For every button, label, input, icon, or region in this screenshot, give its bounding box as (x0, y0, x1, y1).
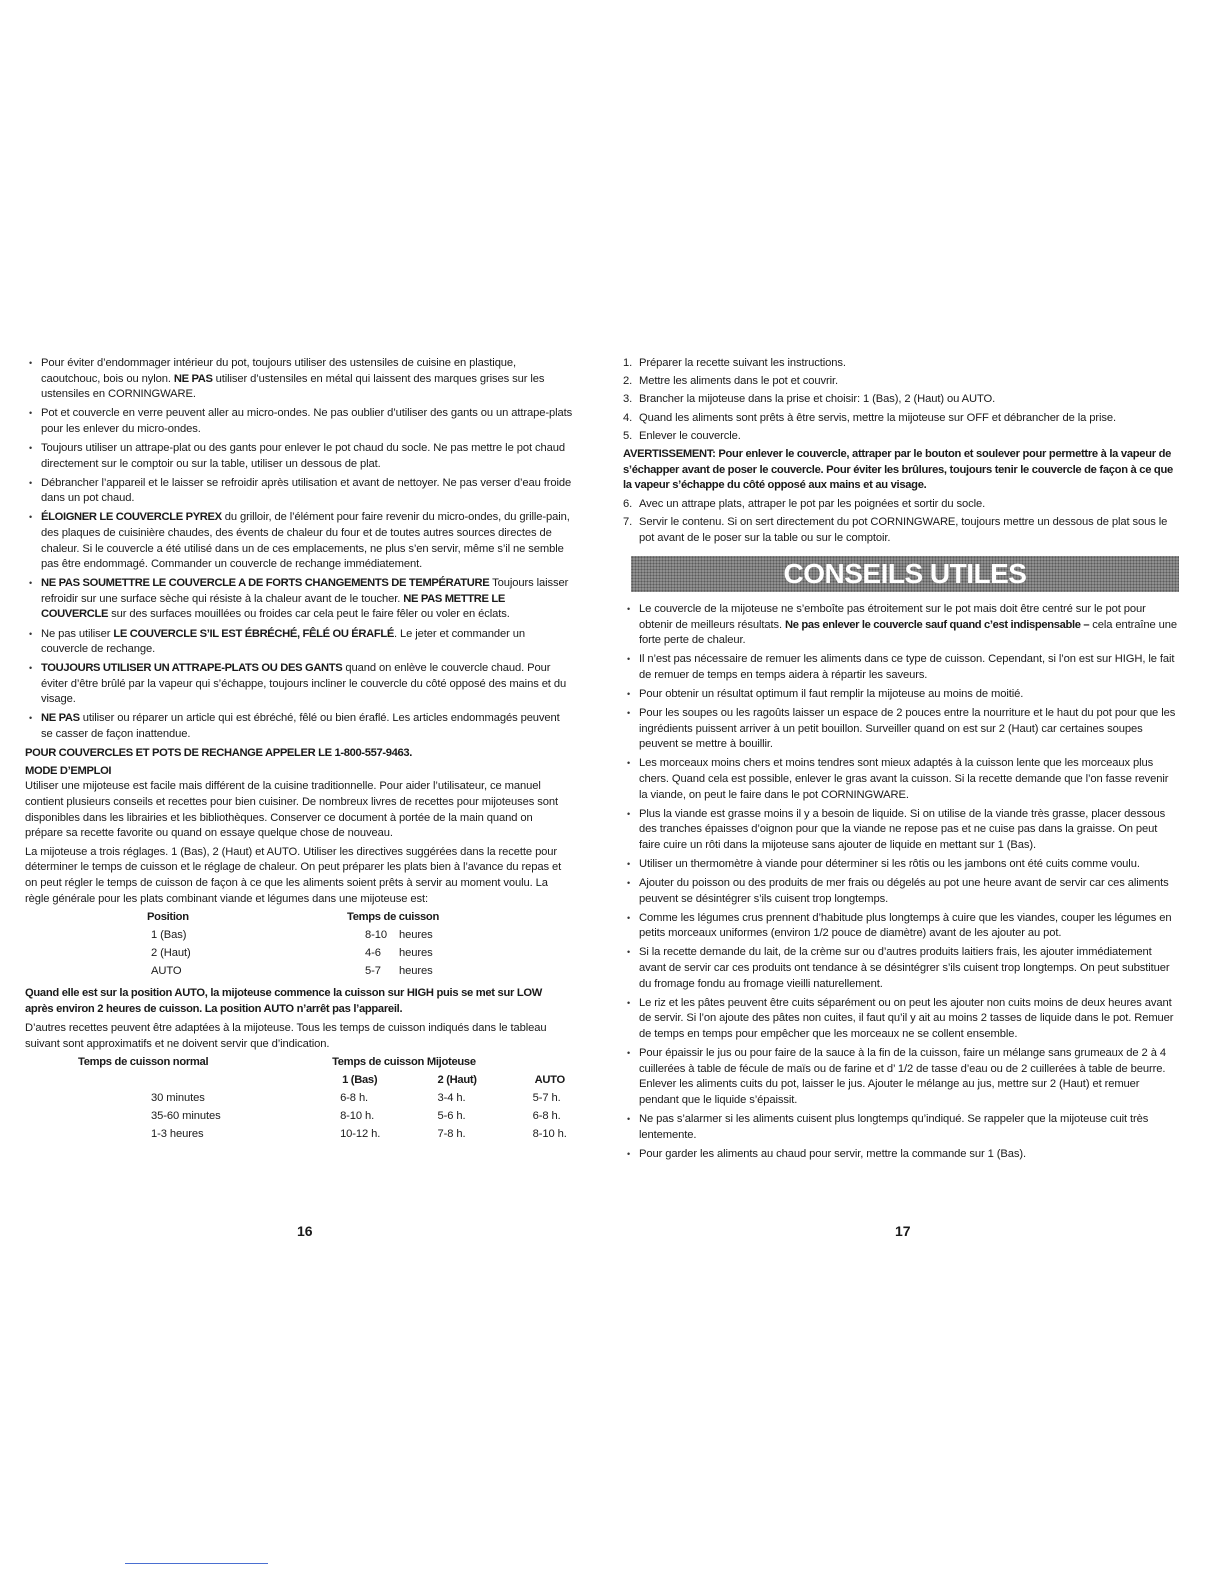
adaptation-paragraph: D’autres recettes peuvent être adaptées à la mijoteuse. Tous les temps de cuisson indiqués dans le tableau suivant sont approximatifs et ne doivent servir que d’indication. (25, 1022, 547, 1050)
step-text: Enlever le couvercle. (639, 429, 741, 442)
table-cell (347, 928, 505, 946)
table-cell: 8-10 h. (340, 1110, 375, 1123)
bold-text: ÉLOIGNER LE COUVERCLE PYREX (41, 511, 222, 524)
text: . Le jeter et commander un couvercle de rechange. (41, 627, 526, 656)
tip-bullet (623, 1046, 1179, 1108)
text: Comme les légumes crus prennent d’habitude plus longtemps à cuire que les viandes, couper les légumes en petits morceaux uniformes (environ 1/2 pouce de diamètre) avant de les ajouter au pot. (639, 911, 1172, 940)
instruction-step (623, 374, 1179, 390)
page-number-left: 16 (297, 1223, 313, 1239)
text: Plus la viande est grasse moins il y a besoin de liquide. Si on utilise de la viande très grasse, placer dessous des tranches épaisses d’oignon pour que la viande ne repose pas et ne cuise pas dans la graisse. On peut faire cuire un rôti dans la mijoteuse sans ajouter de liquide en mettant sur 1 (Bas). (639, 807, 1166, 851)
step-number: 6. (623, 497, 633, 510)
table-cell: 1 (Bas) (151, 929, 187, 942)
text: Pour obtenir un résultat optimum il faut remplir la mijoteuse au moins de moitié. (639, 688, 1024, 701)
tip-bullet (623, 706, 1179, 753)
tip-bullet (623, 996, 1179, 1043)
safety-bullet-list (25, 356, 573, 743)
instruction-step (623, 429, 1179, 445)
text: utiliser d’ustensiles en métal qui laissent des marques grises sur les ustensiles en CORNINGWARE. (41, 372, 545, 401)
table-subheader-bas: 1 (Bas) (342, 1074, 378, 1087)
conseils-banner (631, 556, 1179, 592)
table-cell: 6-8 h. (532, 1110, 561, 1123)
tip-bullet (623, 687, 1179, 703)
bold-text: NE PAS SOUMETTRE LE COUVERCLE A DE FORTS CHANGEMENTS DE TEMPÉRATURE (41, 577, 490, 590)
text: Ajouter du poisson ou des produits de mer frais ou dégelés au pot une heure avant de servir car ces aliments peuvent se désintégrer s’ils cuisent trop longtemps. (639, 877, 1169, 905)
table-header-mijoteuse: Temps de cuisson Mijoteuse (332, 1056, 476, 1069)
bold-text: NE PAS (173, 372, 213, 385)
safety-bullet (25, 476, 573, 507)
tip-bullet (623, 857, 1179, 873)
instructions-list-a (623, 356, 1179, 444)
safety-bullet (25, 576, 573, 623)
tip-bullet (623, 1147, 1179, 1163)
table-cell: 6-8 h. (340, 1092, 369, 1105)
time-unit: heures (399, 947, 433, 960)
safety-bullet (25, 711, 573, 742)
tips-bullet-list (623, 602, 1179, 1162)
time-range: 8-10 (365, 929, 387, 942)
bold-text: LE COUVERCLE S’IL EST ÉBRÉCHÉ, FÊLÉ OU ÉRAFLÉ (113, 627, 394, 640)
table-cell: 3-4 h. (437, 1092, 466, 1105)
instructions-list-b (623, 497, 1179, 546)
settings-table (147, 910, 505, 982)
bold-text: NE PAS (41, 712, 80, 725)
page-number-right: 17 (895, 1223, 911, 1239)
step-text: Servir le contenu. Si on sert directement du pot CORNINGWARE, toujours mettre un dessous de plat sous le pot avant de le poser sur la table ou sur le comptoir. (639, 515, 1168, 544)
table-cell: 30 minutes (151, 1092, 205, 1105)
text: Pour les soupes ou les ragoûts laisser un espace de 2 pouces entre la nourriture et le haut du pot pour que les ingrédients puissent arriver à un petit bouillon. Surveiller quand on est sur 2 (Haut) car certaines soupes peuvent se mettre à bouillir. (639, 707, 1176, 751)
tip-bullet (623, 652, 1179, 683)
settings-paragraph: La mijoteuse a trois réglages. 1 (Bas), 2 (Haut) et AUTO. Utiliser les directives suggérées dans la recette pour déterminer le temps de cuisson et le réglage de chaleur. On peut préparer les plats bien à l’avance du repas et on peut régler le temps de cuisson de façon à ce que les aliments soient prêts à servir au moment voulu. La règle générale pour les plats combinant viande et légumes dans une mijoteuse est: (25, 845, 562, 905)
step-text: Mettre les aliments dans le pot et couvrir. (639, 375, 839, 388)
instruction-step (623, 392, 1179, 408)
bold-text: NE PAS METTRE LE COUVERCLE (41, 592, 505, 621)
banner-title: CONSEILS UTILES (783, 558, 1027, 590)
text: sur des surfaces mouillées ou froides car cela peut le faire fêler ou voler en éclats. (108, 608, 510, 621)
text: utiliser ou réparer un article qui est ébréché, fêlé ou bien éraflé. Les articles endommagés peuvent se casser de façon inattendue. (41, 712, 560, 741)
footer-link-underline (125, 1563, 268, 1564)
safety-bullet (25, 627, 573, 658)
text: Ne pas s’alarmer si les aliments cuisent plus longtemps qu’indiqué. Se rappeler que la mijoteuse cuit très lentemente. (639, 1112, 1149, 1141)
table-cell: 35-60 minutes (151, 1110, 221, 1123)
table-cell (347, 946, 505, 964)
safety-bullet (25, 510, 573, 572)
text: Utiliser un thermomètre à viande pour déterminer si les rôtis ou les jambons ont été cuits comme voulu. (639, 858, 1140, 870)
tip-bullet (623, 602, 1179, 649)
safety-bullet (25, 661, 573, 708)
time-unit: heures (399, 929, 433, 942)
table-subheader-auto: AUTO (534, 1074, 565, 1087)
cooking-times-table (78, 1055, 573, 1145)
tip-bullet (623, 945, 1179, 992)
text: Pour garder les aliments au chaud pour servir, mettre la commande sur 1 (Bas). (639, 1147, 1027, 1160)
text: cela entraîne une forte perte de chaleur. (639, 618, 1178, 647)
instruction-step (623, 515, 1179, 546)
table-cell: 2 (Haut) (151, 947, 191, 960)
table-cell: 5-6 h. (437, 1110, 466, 1123)
table-cell: 10-12 h. (340, 1128, 381, 1141)
table-row (147, 964, 505, 982)
table-row (78, 1091, 573, 1109)
table-header-position: Position (147, 911, 189, 924)
table-row (147, 946, 505, 964)
step-number: 2. (623, 375, 633, 388)
warning-paragraph: AVERTISSEMENT: Pour enlever le couvercle, attraper par le bouton et soulever pour permettre à la vapeur de s’échapper avant de poser le couvercle. Pour éviter les brûlures, toujours tenir le couvercle de façon à ce que la vapeur s’échappe du côté opposé aux mains et au visage. (623, 447, 1173, 492)
text: Le couvercle de la mijoteuse ne s’emboîte pas étroitement sur le pot mais doit être centré sur le pot pour obtenir de meilleurs résultats. (639, 603, 1146, 631)
table-cell (347, 964, 505, 982)
step-text: Avec un attrape plats, attraper le pot par les poignées et sortir du socle. (639, 497, 986, 510)
table-header-temps: Temps de cuisson (347, 911, 439, 924)
time-range: 5-7 (365, 965, 381, 978)
step-number: 3. (623, 393, 633, 406)
bold-text: TOUJOURS UTILISER UN ATTRAPE-PLATS OU DES GANTS (41, 662, 343, 675)
table-cell: 5-7 h. (532, 1092, 561, 1105)
table-cell: 7-8 h. (437, 1128, 466, 1141)
text: Pot et couvercle en verre peuvent aller au micro-ondes. Ne pas oublier d’utiliser des gants ou un attrape-plats pour les enlever du micro-ondes. (41, 407, 573, 435)
time-unit: heures (399, 965, 433, 978)
table-cell: 8-10 h. (532, 1128, 567, 1141)
instruction-step (623, 497, 1179, 513)
time-range: 4-6 (365, 947, 381, 960)
auto-position-note: Quand elle est sur la position AUTO, la mijoteuse commence la cuisson sur HIGH puis se met sur LOW après environ 2 heures de cuisson. La position AUTO n’arrêt pas l’appareil. (25, 987, 543, 1015)
instruction-step (623, 411, 1179, 427)
bold-text: Ne pas enlever le couvercle sauf quand c’est indispensable – (785, 618, 1090, 631)
tip-bullet (623, 756, 1179, 803)
table-cell: 1-3 heures (151, 1128, 204, 1141)
instruction-step (623, 356, 1179, 372)
text: quand on enlève le couvercle chaud. Pour éviter d’être brûlé par la vapeur qui s’échappe, toujours incliner le couvercle du côté opposé des mains et du visage. (41, 662, 567, 706)
table-row (78, 1127, 573, 1145)
safety-bullet (25, 406, 573, 437)
left-page (25, 356, 573, 1145)
table-header-normal: Temps de cuisson normal (78, 1056, 209, 1069)
text: Toujours laisser refroidir sur une surface sèche qui résiste à la chaleur avant de le toucher. (41, 577, 569, 605)
text: Ne pas utiliser (41, 627, 114, 640)
table-cell: AUTO (151, 965, 182, 978)
table-row (147, 928, 505, 946)
tip-bullet (623, 1112, 1179, 1143)
right-page (623, 356, 1179, 1166)
replacement-call-heading: POUR COUVERCLES ET POTS DE RECHANGE APPELER LE 1-800-557-9463. (25, 747, 412, 760)
step-number: 7. (623, 515, 633, 528)
step-number: 5. (623, 429, 633, 442)
table-row (78, 1109, 573, 1127)
step-number: 4. (623, 411, 633, 424)
mode-emploi-heading: MODE D’EMPLOI (25, 764, 112, 777)
tip-bullet (623, 876, 1179, 907)
text: du grilloir, de l’élément pour faire revenir du micro-ondes, du grille-pain, des plaques de cuisinière chaudes, des évents de chaleur du four et de toutes autres sources directes de chaleur. Si le couvercle a été utilisé dans un de ces emplacements, ne plus s’en servir, même s’il ne semble pas être endommagé. Commander un couvercle de rechange immédiatement. (41, 511, 570, 571)
text: Débrancher l’appareil et le laisser se refroidir après utilisation et avant de nettoyer. Ne pas verser d’eau froide dans un pot chaud. (41, 476, 572, 505)
text: Le riz et les pâtes peuvent être cuits séparément ou on peut les ajouter non cuits moins de deux heures avant de servir. Si l’on ajoute des pâtes non cuites, il faut qu’il y ait au moins 2 tasses de liquide dans le pot. Remuer de temps en temps pour empêcher que les morceaux ne se collent ensemble. (639, 996, 1174, 1040)
step-text: Préparer la recette suivant les instructions. (639, 357, 846, 369)
tip-bullet (623, 911, 1179, 942)
table-subheader-haut: 2 (Haut) (437, 1074, 477, 1087)
intro-paragraph: Utiliser une mijoteuse est facile mais différent de la cuisine traditionnelle. Pour aider l’utilisateur, ce manuel contient plusieurs conseils et recettes pour bien cuisiner. De nombreux livres de recettes pour mijoteuses sont disponibles dans les librairies et les bibliothèques. Conserver ce document à portée de la main quand on prépare sa recette favorite ou quand on essaye quelque chose de nouveau. (25, 780, 559, 840)
step-text: Quand les aliments sont prêts à être servis, mettre la mijoteuse sur OFF et débrancher de la prise. (639, 411, 1116, 424)
safety-bullet (25, 441, 573, 472)
text: Si la recette demande du lait, de la crème sur ou d’autres produits laitiers frais, les ajouter immédiatement avant de servir car ces produits ont tendance à se désintégrer s’ils cuisent trop longtemps. On peut substituer du fromage fondu au fromage vieilli naturellement. (639, 946, 1170, 990)
safety-bullet (25, 356, 573, 403)
text: Les morceaux moins chers et moins tendres sont mieux adaptés à la cuisson lente que les morceaux plus chers. Quand cela est possible, enlever le gras avant la cuisson. Si la recette demande que l’on fasse revenir la viande, on peut le faire dans le pot CORNINGWARE. (639, 757, 1169, 801)
text: Toujours utiliser un attrape-plat ou des gants pour enlever le pot chaud du socle. Ne pas mettre le pot chaud directement sur le comptoir ou sur la table, utiliser un dessous de plat. (41, 441, 565, 470)
tip-bullet (623, 807, 1179, 854)
text: Pour éviter d’endommager intérieur du pot, toujours utiliser des ustensiles de cuisine en plastique, caoutchouc, bois ou nylon. (41, 357, 517, 385)
step-number: 1. (623, 357, 633, 369)
text: Il n’est pas nécessaire de remuer les aliments dans ce type de cuisson. Cependant, si l’on est sur HIGH, le fait de remuer de temps en temps aidera à répartir les saveurs. (639, 653, 1175, 681)
text: Pour épaissir le jus ou pour faire de la sauce à la fin de la cuisson, faire un mélange sans grumeaux de 2 à 4 cuillerées à table de fécule de maïs ou de farine et d’ 1/2 de tasse d’eau ou de 2 cuillerées à table de beurre. Enlever les aliments cuits du pot, laisser le jus. Ajouter le mélange au jus, mettre sur 2 (Haut) et remuer pendant que le liquide s’épaissit. (639, 1047, 1166, 1106)
step-text: Brancher la mijoteuse dans la prise et choisir: 1 (Bas), 2 (Haut) ou AUTO. (639, 393, 996, 406)
